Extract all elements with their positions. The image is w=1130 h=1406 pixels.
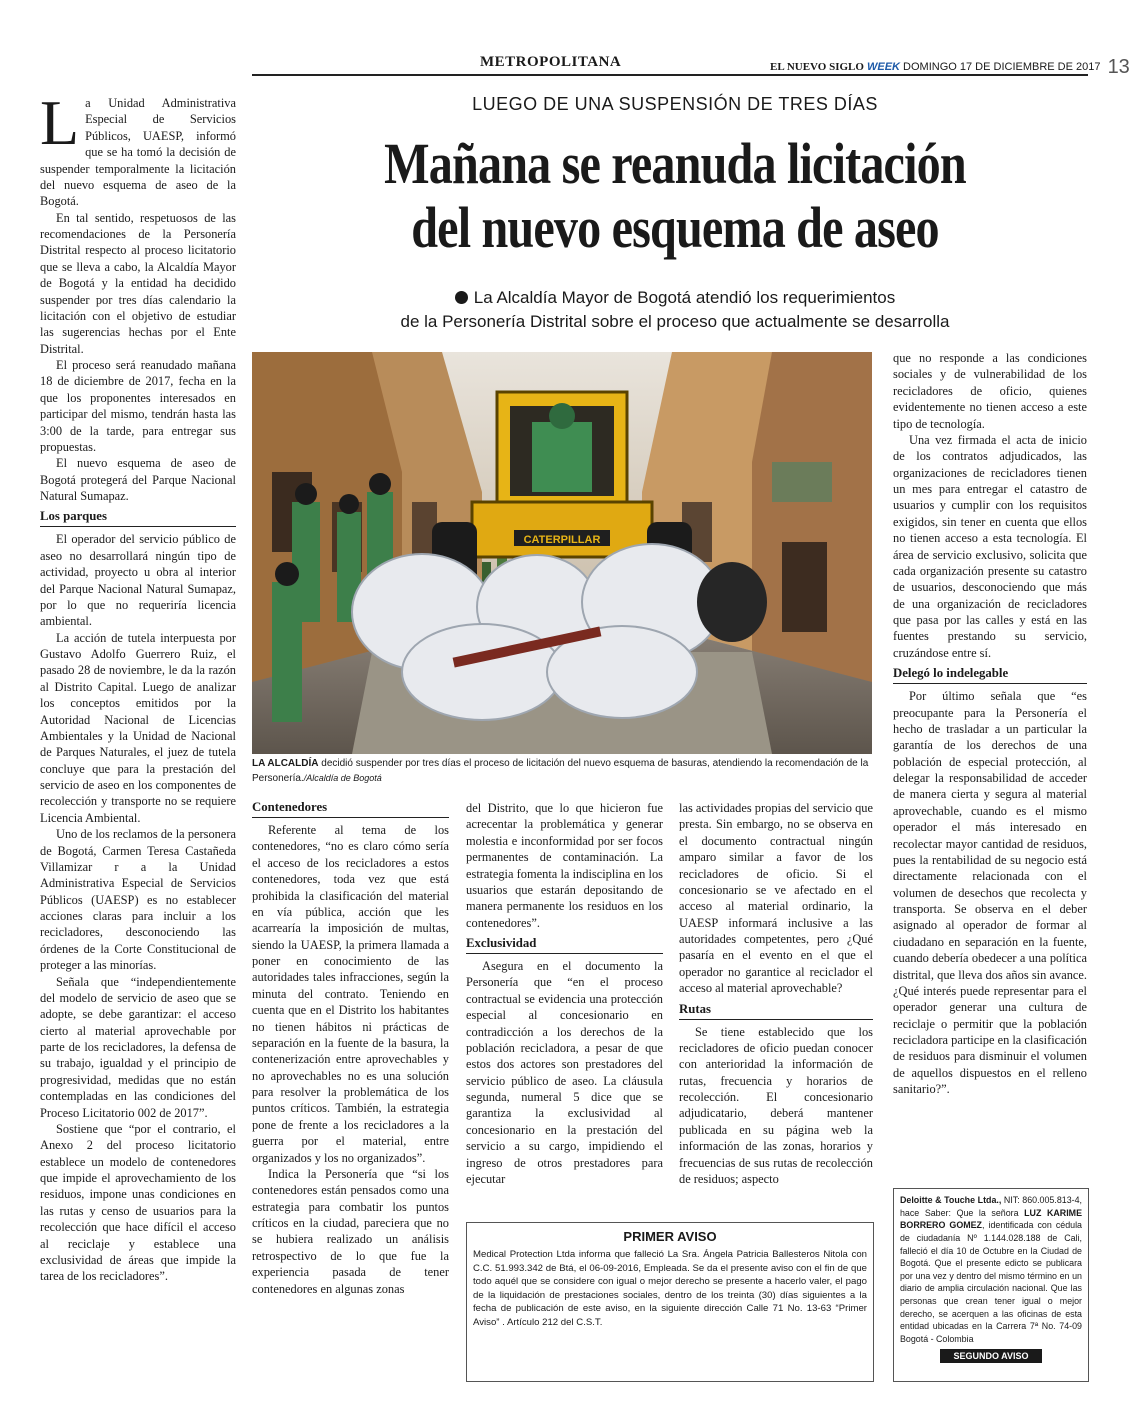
notice-person: LUZ KARIME BORRERO GOMEZ <box>900 1207 1082 1231</box>
machine-label: CATERPILLAR <box>523 534 601 546</box>
paragraph: a Unidad Administrativa Especial de Servicios Públicos, UAESP, informó que se ha tomó la decisión de suspender temporalmente la licitación del nuevo esquema de aseo de la Bogotá. <box>40 96 236 209</box>
article-column-left <box>40 87 236 1285</box>
paragraph: La acción de tutela interpuesta por Gustavo Adolfo Guerrero Ruiz, el pasado 28 de noviembre, le da la razón al Distrito Capital. Luego de analizar los conceptos emitidos por la Autoridad Nacional de Licencias Ambientales y la Unidad de Nacional de Parques Naturales, el juez de tutela concluye que para la prestación del servicio de aseo en los componentes de recolección y transporte no se requiere Licencia Ambiental. <box>40 630 236 825</box>
header-rule <box>252 74 1088 76</box>
paragraph: las actividades propias del servicio que presta. Sin embargo, no se observa en el documento contractual ningún amparo similar a favor de los recicladores de oficio. Si el concesionario se ve afectado en el acceso al material ordinario, la UAESP informará inclusive a las autoridades competentes, pero ¿Qué pasaría en el evento en el que el operador no garantice al reciclador el acceso al material aprovechable? <box>679 801 873 996</box>
aviso-title: PRIMER AVISO <box>623 1229 717 1244</box>
paragraph: El nuevo esquema de aseo de Bogotá protegerá del Parque Nacional Natural Sumapaz. <box>40 456 236 503</box>
paragraph: En tal sentido, respetuosos de las recomendaciones de la Personería Distrital respecto al proceso licitatorio que se lleva a cabo, la Alcaldía Mayor de Bogotá y la entidad ha decidido suspender por tres días calendario la licitación con el objetivo de estudiar las sugerencias hechas por el Ente Distrital. <box>40 210 236 356</box>
street-cleanup-illustration <box>252 352 872 754</box>
notice-text-1: NIT: 860.005.813-4, hace Saber: Que la señora <box>900 1195 1082 1218</box>
legal-notice <box>893 1188 1089 1382</box>
paragraph: Asegura en el documento la Personería que “en el proceso contractual se evidencia una protección especial al concesionario en contradicción a los derechos de la población recicladora, a pesar de que estos dos actores son prestadores del servicio público de aseo. La cláusula segunda, numeral 5 dice que se garantiza la exclusividad al concesionario en la prestación del servicio a su cargo, impidiendo el ingreso de otros prestadores para ejecutar <box>466 959 663 1186</box>
bullet-dot-icon <box>455 291 468 304</box>
paragraph: Por último señala que “es preocupante para la Personería el hecho de trasladar a un particular la garantía de los derechos de una población de especial protección, al delegar la responsabilidad de acceder de manera cierta y segura al material aprovechable, cuando es el mismo operador el más interesado en recolectar mayor cantidad de residuos, pues la rentabilidad de su negocio está directamente relacionada con el volumen de desechos que recolecta y transporta. Se observa en el deber asignado al operador de formar al ciudadano en separación en la fuente, cuando debería obedecer a una política distrital, que lleva dos años sin avance. ¿Qué interés puede representar para el operador generar una cultura de reciclaje o permitir que la población recicladora participe en la clasificación de residuos para disminuir el volumen de aquellos dispuestos en el relleno sanitario?”. <box>893 689 1088 1097</box>
paragraph: del Distrito, que lo que hicieron fue acrecentar la problemática y generar molestia e inconformidad por ser focos permanentes de contaminación. La estrategia fomenta la indisciplina en los usuarios que estarán depositando de manera permanente los residuos en los contenedores”. <box>466 801 663 930</box>
subheadline <box>255 286 1095 334</box>
paragraph: El operador del servicio público de aseo no desarrollará ningún tipo de actividad, proyecto u obra al interior del Parque Nacional Natural Sumapaz, por lo que no requeriría licencia ambiental. <box>40 532 236 629</box>
headline-line-1: Mañana se reanuda licitación <box>384 131 966 196</box>
paragraph: Indica la Personería que “si los contenedores están pensados como una estrategia para combatir los puntos críticos en la ciudad, pareciera que no se hubiera realizado un análisis retrospectivo de lo que fue la experiencia pasada de tener contenedores en algunas zonas <box>252 1166 449 1296</box>
photo-caption <box>252 757 872 786</box>
drop-cap: L <box>40 87 80 158</box>
page-number: 13 <box>1107 56 1130 78</box>
notice-company: Deloitte & Touche Ltda., <box>900 1195 1002 1205</box>
article-column-d <box>679 800 873 1187</box>
aviso-body: Medical Protection Ltda informa que falleció La Sra. Ángela Patricia Ballesteros Nitola con C.C. 51.993.342 de Btá, el 06-09-2016, Empleada. Se da el presente aviso con el fin de que todo aquél que se considere con igual o mejor derecho se presente a hacerlo valer, el pago de la liquidación de prestaciones sociales, dentro de los treinta (30) días siguientes a la fecha de publicación de este aviso, en la siguiente dirección Calle 71 No. 13-63 “Primer Aviso” . Artículo 212 del C.S.T. <box>473 1249 867 1329</box>
newspaper-name: EL NUEVO SIGLO <box>770 61 864 73</box>
paragraph: Referente al tema de los contenedores, “no es claro cómo sería el acceso de los recicladores a estos contenedores, toda vez que está prohibida la clasificación del material en vía pública, acción que les acarrearía la imposición de multas, siendo la UAESP, la primera llamada a poner en conocimiento de las autoridades tales infracciones, según la minuta del contrato. Teniendo en cuenta que en el Distrito los habitantes no tienen hábitos ni prácticas de separación en la fuente de la basura, la contenerización entre aprovechables y no aprovechables no es una solución para resolver la problemática de los puntos críticos. También, la estrategia pone de frente a los recicladores a la guerra por el material, entre organizados y los no organizados”. <box>252 823 449 1165</box>
photo-credit: /Alcaldía de Bogotá <box>303 772 382 783</box>
article-column-right <box>893 350 1087 1098</box>
article-column-b <box>252 800 449 1297</box>
paragraph: Señala que “independientemente del modelo de servicio de aseo que se adopte, se debe garantizar: el acceso cierto al material aprovechable por parte de los recicladores, la defensa de su trabajo, igualdad y el principio de progresividad, medidas que no están contempladas en las condiciones del Proceso Licitatorio 002 de 2017”. <box>40 974 236 1120</box>
headline <box>326 132 1023 260</box>
subheading-exclusividad: Exclusividad <box>466 936 663 954</box>
segundo-aviso-badge: SEGUNDO AVISO <box>940 1349 1042 1363</box>
paragraph: Sostiene que “por el contrario, el Anexo 2 del proceso licitatorio establece un modelo de contenedores que impide el aprovechamiento de los residuos, impone unas condiciones en las rutas y censo de usuarios para la recolección que hace difícil el acceso al reciclaje y establece una exclusividad de áreas que impide la tarea de los recicladores”. <box>40 1121 236 1284</box>
primer-aviso-notice <box>466 1222 874 1382</box>
subheading-contenedores: Contenedores <box>252 800 449 818</box>
notice-body <box>900 1194 1082 1346</box>
notice-text-2: , identificada con cédula de ciudadanía Nº 1.144.028.188 de Cali, falleció el día 10 de Octubre en la Ciudad de Bogotá. Que el presente edicto se publicara por una vez y dentro del mismo término en un diario de amplia circulación nacional. Que las personas que crean tener igual o mejor derecho, se acerquen a las oficinas de esta entidad ubicadas en la Carrera 7ª No. 74-09 Bogotá - Colombia <box>900 1220 1082 1345</box>
article-column-c <box>466 800 663 1187</box>
paragraph: Una vez firmada el acta de inicio de los contratos adjudicados, las organizaciones de recicladores tienen un mes para entregar el catastro de usuarios y cumplir con los requisitos exigidos, sin tener en cuenta que ellos no tienen acceso a esta tecnología. El área de servicio exclusivo, solicita que cada organización presente su catastro de usuarios, desconociendo que más de una organización de recicladores que pasa por las calles y está en las fuentes prestando su servicio, cruzándose entre sí. <box>893 432 1087 660</box>
subheading-rutas: Rutas <box>679 1002 873 1020</box>
headline-line-2: del nuevo esquema de aseo <box>411 194 939 260</box>
subheading-parques: Los parques <box>40 509 236 527</box>
paragraph: Se tiene establecido que los recicladores de oficio puedan conocer con anterioridad la información de rutas, frecuencia y horarios de recolección. El concesionario adjudicatario, deberá mantener publicada en su página web la información de las zonas, horarios y frecuencias de sus rutas de recolección de residuos; aspecto <box>679 1024 873 1186</box>
issue-date: DOMINGO 17 DE DICIEMBRE DE 2017 <box>903 61 1101 73</box>
caption-text: decidió suspender por tres días el proceso de licitación del nuevo esquema de basuras, atendiendo la recomendación de la Personería. <box>252 758 869 784</box>
brand-week: WEEK <box>866 61 900 73</box>
subhead-line-2: de la Personería Distrital sobre el proceso que actualmente se desarrolla <box>400 311 950 331</box>
paragraph: El proceso será reanudado mañana 18 de diciembre de 2017, fecha en la que los proponentes interesados en participar del mismo, tendrán hasta las 3:00 de la tarde, para entregar sus propuestas. <box>40 358 236 454</box>
caption-lead: LA ALCALDÍA <box>252 758 319 769</box>
article-photo <box>252 352 872 754</box>
paragraph: que no responde a las condiciones sociales y de vulnerabilidad de los recicladores de oficio, quienes evidentemente no tienen acceso a este tipo de tecnología. <box>893 351 1087 431</box>
kicker: LUEGO DE UNA SUSPENSIÓN DE TRES DÍAS <box>472 94 878 114</box>
paragraph: Uno de los reclamos de la personera de Bogotá, Carmen Teresa Castañeda Villamizar r a la Unidad Administrativa Especial de Servicios Públicos (UAESP) es no establecer acciones claras para incluir a los recicladores, desconociendo las órdenes de la Corte Constitucional de proteger a las minorías. <box>40 827 236 973</box>
subhead-line-1: La Alcaldía Mayor de Bogotá atendió los requerimientos <box>473 288 896 307</box>
subheading-delego: Delegó lo indelegable <box>893 666 1087 684</box>
section-title: METROPOLITANA <box>480 54 622 70</box>
